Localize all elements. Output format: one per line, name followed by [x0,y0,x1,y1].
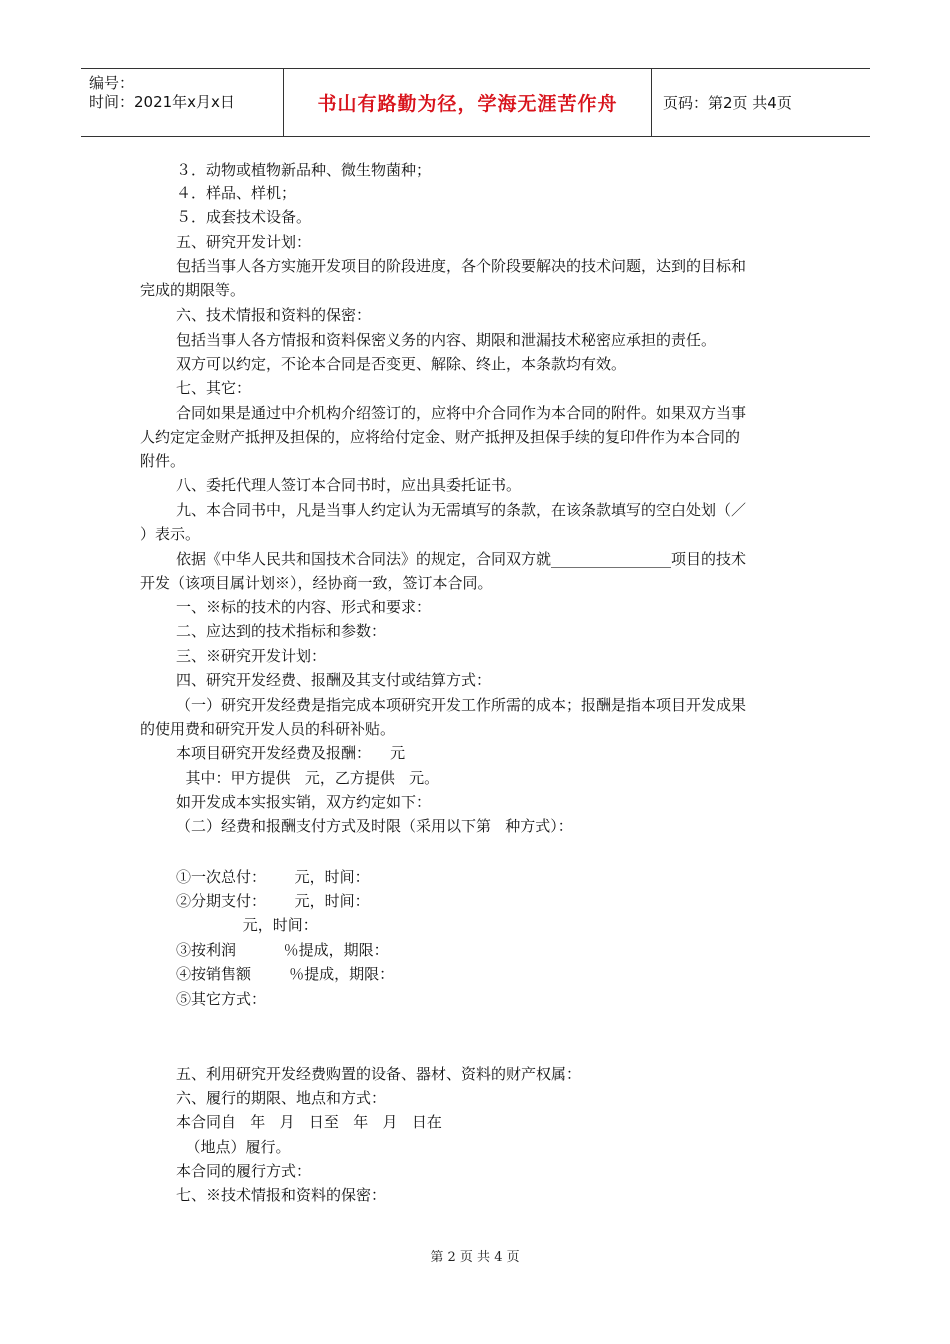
number-label: 编号： [89,74,135,92]
body-line: 合同如果是通过中介机构介绍签订的，应将中介合同作为本合同的附件。如果双方当事 [176,404,747,422]
body-line: 的使用费和研究开发人员的科研补贴。 [140,720,396,738]
body-line: （地点）履行。 [176,1138,291,1156]
body-line: 四、研究开发经费、报酬及其支付或结算方式： [176,671,492,689]
body-line: ④按销售额 ％提成，期限： [176,965,395,983]
body-line: 一、※标的技术的内容、形式和要求： [176,598,432,616]
header-page-info [653,69,870,136]
body-line: ③按利润 ％提成，期限： [176,941,389,959]
body-line: 其中：甲方提供 元，乙方提供 元。 [176,769,440,787]
body-line: 七、※技术情报和资料的保密： [176,1186,387,1204]
motto: 书山有路勤为径，学海无涯苦作舟 [317,93,618,115]
body-line: 双方可以约定，不论本合同是否变更、解除、终止，本条款均有效。 [176,355,627,373]
body-line: ４．样品、样机； [176,184,297,202]
body-line: 七、其它： [176,379,252,397]
body-line: 如开发成本实报实销，双方约定如下： [176,793,432,811]
body-line: 五、研究开发计划： [176,233,312,251]
body-line: 六、技术情报和资料的保密： [176,306,372,324]
header-meta [81,69,284,136]
body-line: ）表示。 [140,525,201,543]
page-info: 页码：第2页 共4页 [663,94,792,112]
body-line: 包括当事人各方实施开发项目的阶段进度，各个阶段要解决的技术问题，达到的目标和 [176,257,747,275]
body-line: ②分期支付： 元，时间： [176,892,370,910]
body-line: 依据《中华人民共和国技术合同法》的规定，合同双方就________________项目的技术 [176,550,747,568]
body-line: 本合同自 年 月 日至 年 月 日在 [176,1113,442,1131]
page-header [81,68,870,137]
body-line: 六、履行的期限、地点和方式： [176,1089,387,1107]
body-line: ３．动物或植物新品种、微生物菌种； [176,161,432,179]
body-line: ①一次总付： 元，时间： [176,868,370,886]
body-line: 完成的期限等。 [140,281,246,299]
body-line: ５．成套技术设备。 [176,208,312,226]
body-line: 九、本合同书中，凡是当事人约定认为无需填写的条款，在该条款填写的空白处划（／ [176,501,747,519]
body-line: 五、利用研究开发经费购置的设备、器材、资料的财产权属： [176,1065,582,1083]
body-line: 元，时间： [176,916,318,934]
body-line: 附件。 [140,452,186,470]
body-line: 二、应达到的技术指标和参数： [176,622,387,640]
body-line: （一）研究开发经费是指完成本项研究开发工作所需的成本；报酬是指本项目开发成果 [176,696,747,714]
body-line: 三、※研究开发计划： [176,647,327,665]
page-footer: 第 2 页 共 4 页 [430,1250,520,1265]
header-motto-cell [284,69,652,136]
body-line: 八、委托代理人签订本合同书时，应出具委托证书。 [176,476,522,494]
body-line: 人约定定金财产抵押及担保的，应将给付定金、财产抵押及担保手续的复印件作为本合同的 [140,428,741,446]
body-line: 本项目研究开发经费及报酬： 元 [176,744,406,762]
body-line: ⑤其它方式： [176,990,267,1008]
body-line: 开发（该项目属计划※），经协商一致，签订本合同。 [140,574,493,592]
body-line: 本合同的履行方式： [176,1162,312,1180]
body-line: 包括当事人各方情报和资料保密义务的内容、期限和泄漏技术秘密应承担的责任。 [176,331,717,349]
body-line: （二）经费和报酬支付方式及时限（采用以下第 种方式）： [176,817,573,835]
time-label: 时间：2021年x月x日 [89,93,235,111]
